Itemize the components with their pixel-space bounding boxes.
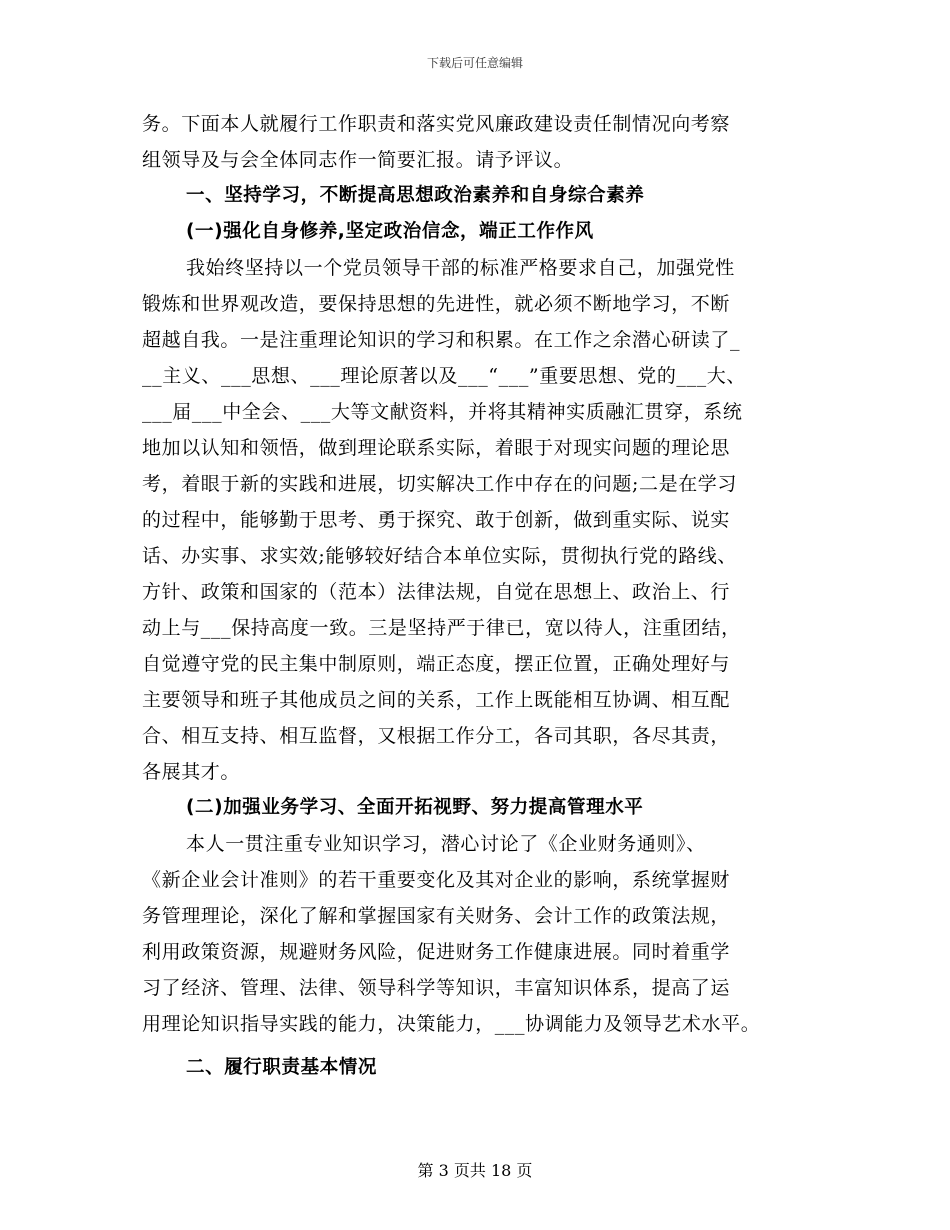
body-line: 超越自我。一是注重理论知识的学习和积累。在工作之余潜心研读了_ bbox=[142, 329, 741, 351]
body-line: 利用政策资源，规避财务风险，促进财务工作健康进展。同时着重学 bbox=[142, 941, 731, 963]
body-line: 《新企业会计准则》的若干重要变化及其对企业的影响，系统掌握财 bbox=[142, 869, 731, 891]
body-line: 话、办实事、求实效;能够较好结合本单位实际，贯彻执行党的路线、 bbox=[142, 545, 738, 567]
body-line: 各展其才。 bbox=[142, 761, 241, 783]
body-line: 务管理理论，深化了解和掌握国家有关财务、会计工作的政策法规， bbox=[142, 905, 731, 927]
section-heading-2: 二、履行职责基本情况 bbox=[186, 1057, 378, 1078]
paragraph-start: 我始终坚持以一个党员领导干部的标准严格要求自己，加强党性 bbox=[186, 257, 735, 279]
body-line: 合、相互支持、相互监督，又根据工作分工，各司其职，各尽其责， bbox=[142, 725, 731, 747]
page-number: 第 3 页共 18 页 bbox=[417, 1161, 533, 1180]
body-line: 自觉遵守党的民主集中制原则，端正态度，摆正位置，正确处理好与 bbox=[142, 653, 731, 675]
body-line: 动上与___保持高度一致。三是坚持严于律已，宽以待人，注重团结， bbox=[142, 617, 741, 639]
body-line: ___届___中全会、___大等文献资料，并将其精神实质融汇贯穿，系统 bbox=[142, 401, 743, 423]
body-line: 锻炼和世界观改造，要保持思想的先进性，就必须不断地学习，不断 bbox=[142, 293, 731, 315]
body-line: __主义、___思想、___理论原著以及___“___”重要思想、党的___大、 bbox=[142, 365, 746, 387]
body-line: 组领导及与会全体同志作一简要汇报。请予评议。 bbox=[142, 149, 574, 171]
body-line: 考，着眼于新的实践和进展，切实解决工作中存在的问题;二是在学习 bbox=[142, 473, 738, 495]
subsection-heading-1: (一)强化自身修养,坚定政治信念，端正工作作风 bbox=[186, 221, 594, 242]
body-line: 用理论知识指导实践的能力，决策能力，___协调能力及领导艺术水平。 bbox=[142, 1013, 761, 1035]
body-line: 习了经济、管理、法律、领导科学等知识，丰富知识体系，提高了运 bbox=[142, 977, 731, 999]
body-line: 务。下面本人就履行工作职责和落实党风廉政建设责任制情况向考察 bbox=[142, 113, 731, 135]
paragraph-start: 本人一贯注重专业知识学习，潜心讨论了《企业财务通则》、 bbox=[186, 833, 706, 855]
body-line: 的过程中，能够勤于思考、勇于探究、敢于创新，做到重实际、说实 bbox=[142, 509, 731, 531]
body-line: 主要领导和班子其他成员之间的关系，工作上既能相互协调、相互配 bbox=[142, 689, 731, 711]
document-body bbox=[142, 106, 822, 1086]
body-line: 地加以认知和领悟，做到理论联系实际，着眼于对现实问题的理论思 bbox=[142, 437, 731, 459]
subsection-heading-2: (二)加强业务学习、全面开拓视野、努力提高管理水平 bbox=[186, 797, 644, 818]
page-header: 下载后可任意编辑 bbox=[426, 56, 523, 70]
body-line: 方针、政策和国家的（范本）法律法规，自觉在思想上、政治上、行 bbox=[142, 581, 731, 603]
section-heading-1: 一、坚持学习，不断提高思想政治素养和自身综合素养 bbox=[186, 185, 645, 206]
